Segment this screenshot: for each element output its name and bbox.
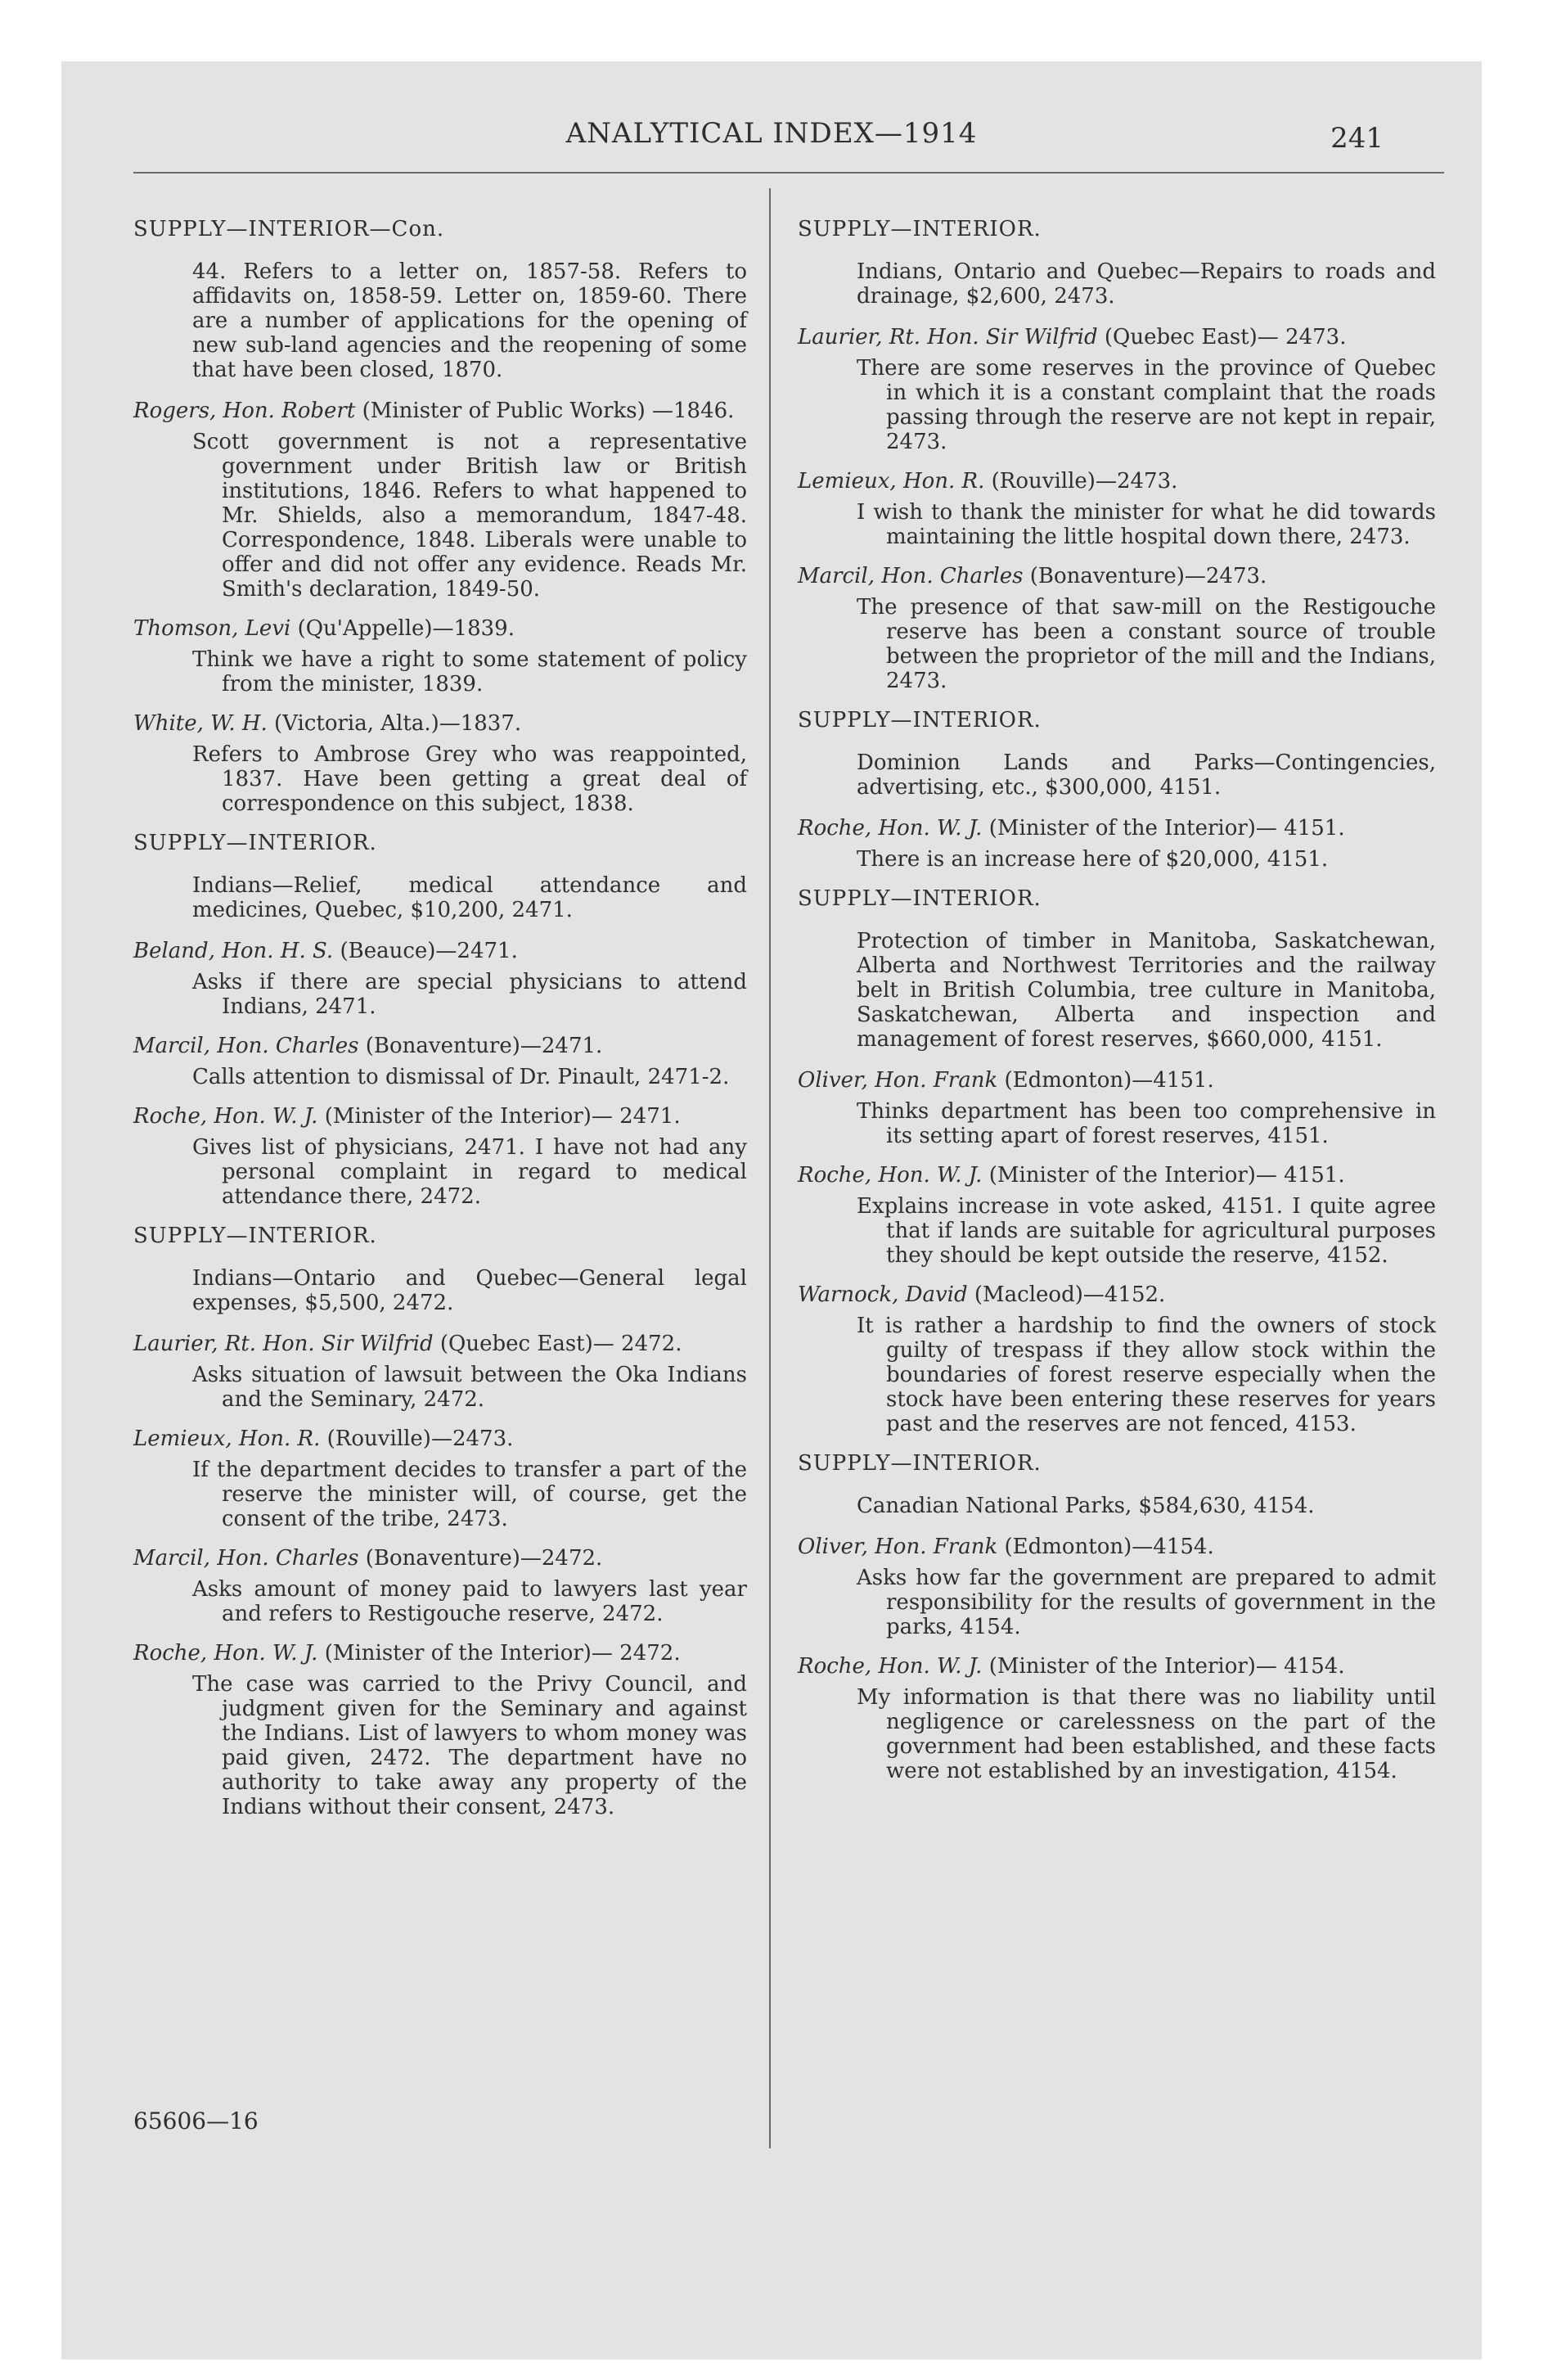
index-subject: Canadian National Parks, $584,630, 4154. [857, 1494, 1315, 1518]
speaker-riding: (Quebec East)— 2472. [433, 1332, 682, 1356]
speaker-entry [133, 1034, 747, 1058]
page-number: 241 [1330, 122, 1384, 155]
speaker-riding: (Bonaventure)—2473. [1023, 564, 1267, 588]
speaker-name: Roche, Hon. W. J. [133, 1641, 318, 1666]
speaker-riding: (Minister of Public Works) —1846. [355, 399, 735, 423]
page-header [61, 117, 1482, 166]
speaker-entry [798, 1068, 1436, 1093]
right-column [798, 217, 1436, 1798]
remark-text: There is an increase here of $20,000, 4151. [857, 847, 1329, 872]
speaker-entry [133, 399, 747, 423]
section-heading: SUPPLY—INTERIOR. [133, 1224, 377, 1248]
speaker-entry [133, 1427, 747, 1451]
speaker-name: Roche, Hon. W. J. [133, 1104, 318, 1129]
speaker-riding: (Rouville)—2473. [984, 469, 1178, 494]
remark-text: Think we have a right to some statement of policy from the minister, 1839. [192, 647, 747, 696]
header-rule [133, 172, 1444, 174]
speaker-riding: (Minister of the Interior)— 4151. [982, 816, 1345, 841]
speaker-name: Thomson, Levi [133, 616, 291, 641]
remark-text: Asks situation of lawsuit between the Oka Indians and the Seminary, 2472. [192, 1363, 747, 1412]
speaker-entry [798, 564, 1436, 588]
section-heading: SUPPLY—INTERIOR. [133, 831, 377, 855]
speaker-name: Roche, Hon. W. J. [798, 1654, 983, 1679]
speaker-entry [798, 469, 1436, 494]
remark-text: Gives list of physicians, 2471. I have not had any personal complaint in regard to medical attendance there, 2472. [192, 1135, 747, 1209]
speaker-riding: (Macleod)—4152. [967, 1282, 1166, 1307]
section-heading: SUPPLY—INTERIOR. [798, 886, 1042, 911]
speaker-entry [798, 816, 1436, 841]
page [61, 61, 1482, 2360]
speaker-name: Warnock, David [798, 1282, 968, 1307]
speaker-riding: (Minister of the Interior)— 4154. [982, 1654, 1345, 1679]
speaker-entry [133, 939, 747, 963]
speaker-riding: (Minister of the Interior)— 4151. [982, 1163, 1345, 1188]
index-subject: Indians—Ontario and Quebec—General legal expenses, $5,500, 2472. [192, 1266, 747, 1315]
speaker-riding: (Quebec East)— 2473. [1097, 325, 1347, 349]
speaker-name: Lemieux, Hon. R. [133, 1427, 321, 1451]
remark-text: Explains increase in vote asked, 4151. I quite agree that if lands are suitable for agricultural purposes they should be kept outside the reserve, 4152. [857, 1194, 1436, 1268]
speaker-riding: (Minister of the Interior)— 2472. [317, 1641, 681, 1666]
speaker-entry [133, 1546, 747, 1571]
speaker-riding: (Minister of the Interior)— 2471. [317, 1104, 681, 1129]
speaker-name: Oliver, Hon. Frank [798, 1535, 998, 1559]
speaker-entry [133, 1104, 747, 1129]
speaker-name: Beland, Hon. H. S. [133, 939, 334, 963]
index-subject: Protection of timber in Manitoba, Saskatchewan, Alberta and Northwest Territories and the railway belt in British Columbia, tree culture in Manitoba, Saskatchewan, Alberta and inspection and management of forest reserves, $660,000, 4151. [857, 929, 1436, 1052]
section-heading: SUPPLY—INTERIOR. [798, 217, 1042, 241]
remark-text: Scott government is not a representative government under British law or British institutions, 1846. Refers to what happened to Mr. Shields, also a memorandum, 1847-48. Correspondence, 1848. Liberals were unable to offer and did not offer any evidence. Reads Mr. Smith's declaration, 1849-50. [192, 430, 747, 602]
remark-text: Asks how far the government are prepared to admit responsibility for the results of government in the parks, 4154. [857, 1566, 1436, 1639]
remark-text: Thinks department has been too comprehensive in its setting apart of forest reserves, 4151. [857, 1099, 1436, 1148]
speaker-riding: (Victoria, Alta.)—1837. [267, 711, 522, 736]
speaker-entry [133, 616, 747, 641]
speaker-riding: (Beauce)—2471. [333, 939, 518, 963]
remark-text: Calls attention to dismissal of Dr. Pinault, 2471-2. [192, 1065, 730, 1089]
section-heading: SUPPLY—INTERIOR—Con. [133, 217, 445, 241]
speaker-riding: (Qu'Appelle)—1839. [290, 616, 515, 641]
speaker-riding: (Bonaventure)—2471. [358, 1034, 603, 1058]
remark-text: It is rather a hardship to find the owners of stock guilty of trespass if they allow stock within the boundaries of forest reserve especially when the stock have been entering these reserves for years past and the reserves are not fenced, 4153. [857, 1314, 1436, 1436]
speaker-entry [133, 711, 747, 736]
speaker-name: Laurier, Rt. Hon. Sir Wilfrid [133, 1332, 434, 1356]
speaker-entry [798, 1654, 1436, 1679]
left-column [133, 217, 747, 1834]
speaker-name: Marcil, Hon. Charles [798, 564, 1024, 588]
remark-text: My information is that there was no liability until negligence or carelessness on the part of the government had been established, and these facts were not established by an investigation, 4154. [857, 1685, 1436, 1783]
index-subject: Indians—Relief, medical attendance and medicines, Quebec, $10,200, 2471. [192, 873, 747, 922]
speaker-name: Marcil, Hon. Charles [133, 1034, 359, 1058]
running-title: ANALYTICAL INDEX—1914 [565, 117, 978, 150]
speaker-name: Rogers, Hon. Robert [133, 399, 356, 423]
speaker-name: Roche, Hon. W. J. [798, 1163, 983, 1188]
speaker-entry [798, 1535, 1436, 1559]
column-divider [769, 188, 771, 2148]
remark-text: I wish to thank the minister for what he did towards maintaining the little hospital down there, 2473. [857, 500, 1436, 549]
speaker-name: Roche, Hon. W. J. [798, 816, 983, 841]
remark-text: There are some reserves in the province of Quebec in which it is a constant complaint that the roads passing through the reserve are not kept in repair, 2473. [857, 356, 1436, 454]
speaker-name: White, W. H. [133, 711, 268, 736]
remark-text: The case was carried to the Privy Council, and judgment given for the Seminary and against the Indians. List of lawyers to whom money was paid given, 2472. The department have no authority to take away any property of the Indians without their consent, 2473. [192, 1672, 747, 1819]
speaker-entry [798, 1163, 1436, 1188]
remark-text: Asks if there are special physicians to attend Indians, 2471. [192, 970, 747, 1019]
speaker-riding: (Edmonton)—4151. [997, 1068, 1214, 1093]
speaker-entry [798, 325, 1436, 349]
section-heading: SUPPLY—INTERIOR. [798, 1451, 1042, 1476]
speaker-riding: (Bonaventure)—2472. [358, 1546, 603, 1571]
speaker-entry [133, 1332, 747, 1356]
speaker-name: Laurier, Rt. Hon. Sir Wilfrid [798, 325, 1098, 349]
remark-text: The presence of that saw-mill on the Restigouche reserve has been a constant source of trouble between the proprietor of the mill and the Indians, 2473. [857, 595, 1436, 693]
remark-text: Asks amount of money paid to lawyers last year and refers to Restigouche reserve, 2472. [192, 1577, 747, 1626]
index-subject: Dominion Lands and Parks—Contingencies, advertising, etc., $300,000, 4151. [857, 751, 1436, 800]
speaker-name: Lemieux, Hon. R. [798, 469, 985, 494]
speaker-riding: (Edmonton)—4154. [997, 1535, 1214, 1559]
index-subject: 44. Refers to a letter on, 1857-58. Refers to affidavits on, 1858-59. Letter on, 1859-60. There are a number of applications for the opening of new sub-land agencies and the reopening of some that have been closed, 1870. [192, 259, 747, 382]
speaker-entry [133, 1641, 747, 1666]
speaker-name: Oliver, Hon. Frank [798, 1068, 998, 1093]
printer-code: 65606—16 [133, 2107, 259, 2134]
remark-text: Refers to Ambrose Grey who was reappointed, 1837. Have been getting a great deal of correspondence on this subject, 1838. [192, 742, 747, 816]
remark-text: If the department decides to transfer a part of the reserve the minister will, of course, get the consent of the tribe, 2473. [192, 1458, 747, 1531]
speaker-riding: (Rouville)—2473. [320, 1427, 514, 1451]
speaker-entry [798, 1282, 1436, 1307]
speaker-name: Marcil, Hon. Charles [133, 1546, 359, 1571]
section-heading: SUPPLY—INTERIOR. [798, 708, 1042, 732]
index-subject: Indians, Ontario and Quebec—Repairs to roads and drainage, $2,600, 2473. [857, 259, 1436, 309]
